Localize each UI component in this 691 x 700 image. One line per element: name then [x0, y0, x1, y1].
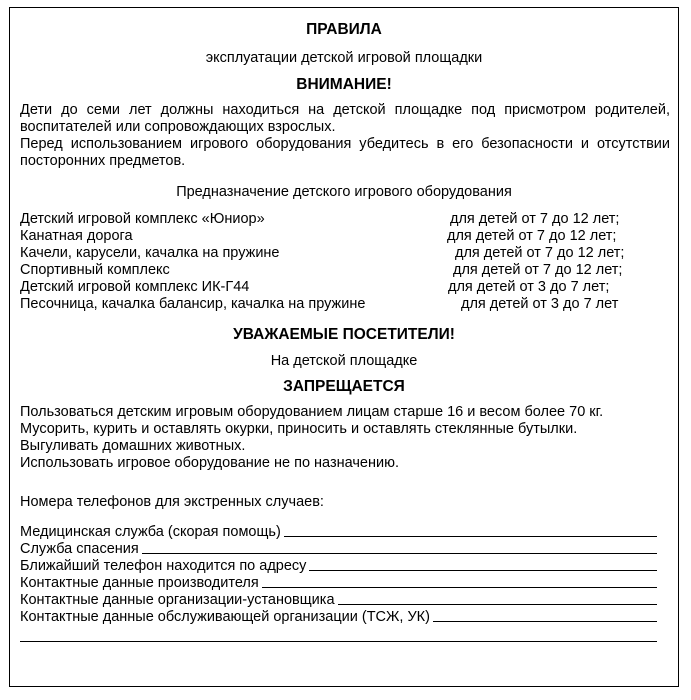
- rules-sheet: [9, 7, 679, 687]
- doc-subtitle: эксплуатации детской игровой площадки: [205, 50, 483, 66]
- phone-field-label: Служба спасения: [20, 541, 139, 557]
- blank-line: [20, 641, 657, 642]
- purpose-heading: Предназначение детского игрового оборудования: [176, 184, 512, 200]
- blank-line: [142, 552, 657, 554]
- doc-title: ПРАВИЛА: [306, 21, 382, 38]
- phone-field-installer: [20, 591, 657, 608]
- equipment-name: Детский игровой комплекс ИК-Г44: [20, 279, 250, 295]
- intro-paragraph-2: Перед использованием игрового оборудования убедитесь в его безопасности и отсутствии посторонних предметов.: [20, 136, 670, 169]
- phone-field-medical: [20, 523, 657, 540]
- forbidden-rule: Мусорить, курить и оставлять окурки, приносить и оставлять стеклянные бутылки.: [20, 421, 578, 437]
- phone-field-label: Контактные данные производителя: [20, 575, 259, 591]
- equipment-age: для детей от 7 до 12 лет;: [447, 228, 617, 244]
- forbidden-heading: ЗАПРЕЩАЕТСЯ: [283, 378, 405, 395]
- blank-line: [284, 535, 657, 537]
- blank-line: [338, 603, 657, 605]
- equipment-age: для детей от 7 до 12 лет;: [450, 211, 620, 227]
- visitors-subheading: На детской площадке: [270, 353, 418, 369]
- equipment-name: Песочница, качалка балансир, качалка на пружине: [20, 296, 366, 312]
- phone-field-manufacturer: [20, 574, 657, 591]
- phone-field-label: Контактные данные организации-установщика: [20, 592, 335, 608]
- equipment-name: Качели, карусели, качалка на пружине: [20, 245, 280, 261]
- equipment-age: для детей от 7 до 12 лет;: [453, 262, 623, 278]
- equipment-age: для детей от 3 до 7 лет;: [448, 279, 610, 295]
- attention-heading: ВНИМАНИЕ!: [296, 76, 392, 93]
- phone-field-label: Контактные данные обслуживающей организации (ТСЖ, УК): [20, 609, 430, 625]
- forbidden-rule: Использовать игровое оборудование не по назначению.: [20, 455, 399, 471]
- phone-field-service: [20, 608, 657, 625]
- equipment-age: для детей от 7 до 12 лет;: [455, 245, 625, 261]
- equipment-age: для детей от 3 до 7 лет: [461, 296, 619, 312]
- phone-field-label: Ближайший телефон находится по адресу: [20, 558, 307, 574]
- equipment-name: Детский игровой комплекс «Юниор»: [20, 211, 265, 227]
- visitors-heading: УВАЖАЕМЫЕ ПОСЕТИТЕЛИ!: [233, 326, 455, 343]
- forbidden-rule: Пользоваться детским игровым оборудованием лицам старше 16 и весом более 70 кг.: [20, 404, 604, 420]
- blank-line: [262, 586, 657, 588]
- phone-field-label: Медицинская служба (скорая помощь): [20, 524, 281, 540]
- blank-line: [433, 620, 657, 622]
- equipment-name: Канатная дорога: [20, 228, 133, 244]
- forbidden-rule: Выгуливать домашних животных.: [20, 438, 246, 454]
- phones-heading: Номера телефонов для экстренных случаев:: [20, 494, 324, 510]
- phone-field-nearest: [20, 557, 657, 574]
- intro-paragraph-1: Дети до семи лет должны находиться на детской площадке под присмотром родителей, воспитателей или сопровождающих взрослых.: [20, 102, 670, 135]
- blank-line: [309, 569, 657, 571]
- phone-field-rescue: [20, 540, 657, 557]
- equipment-name: Спортивный комплекс: [20, 262, 170, 278]
